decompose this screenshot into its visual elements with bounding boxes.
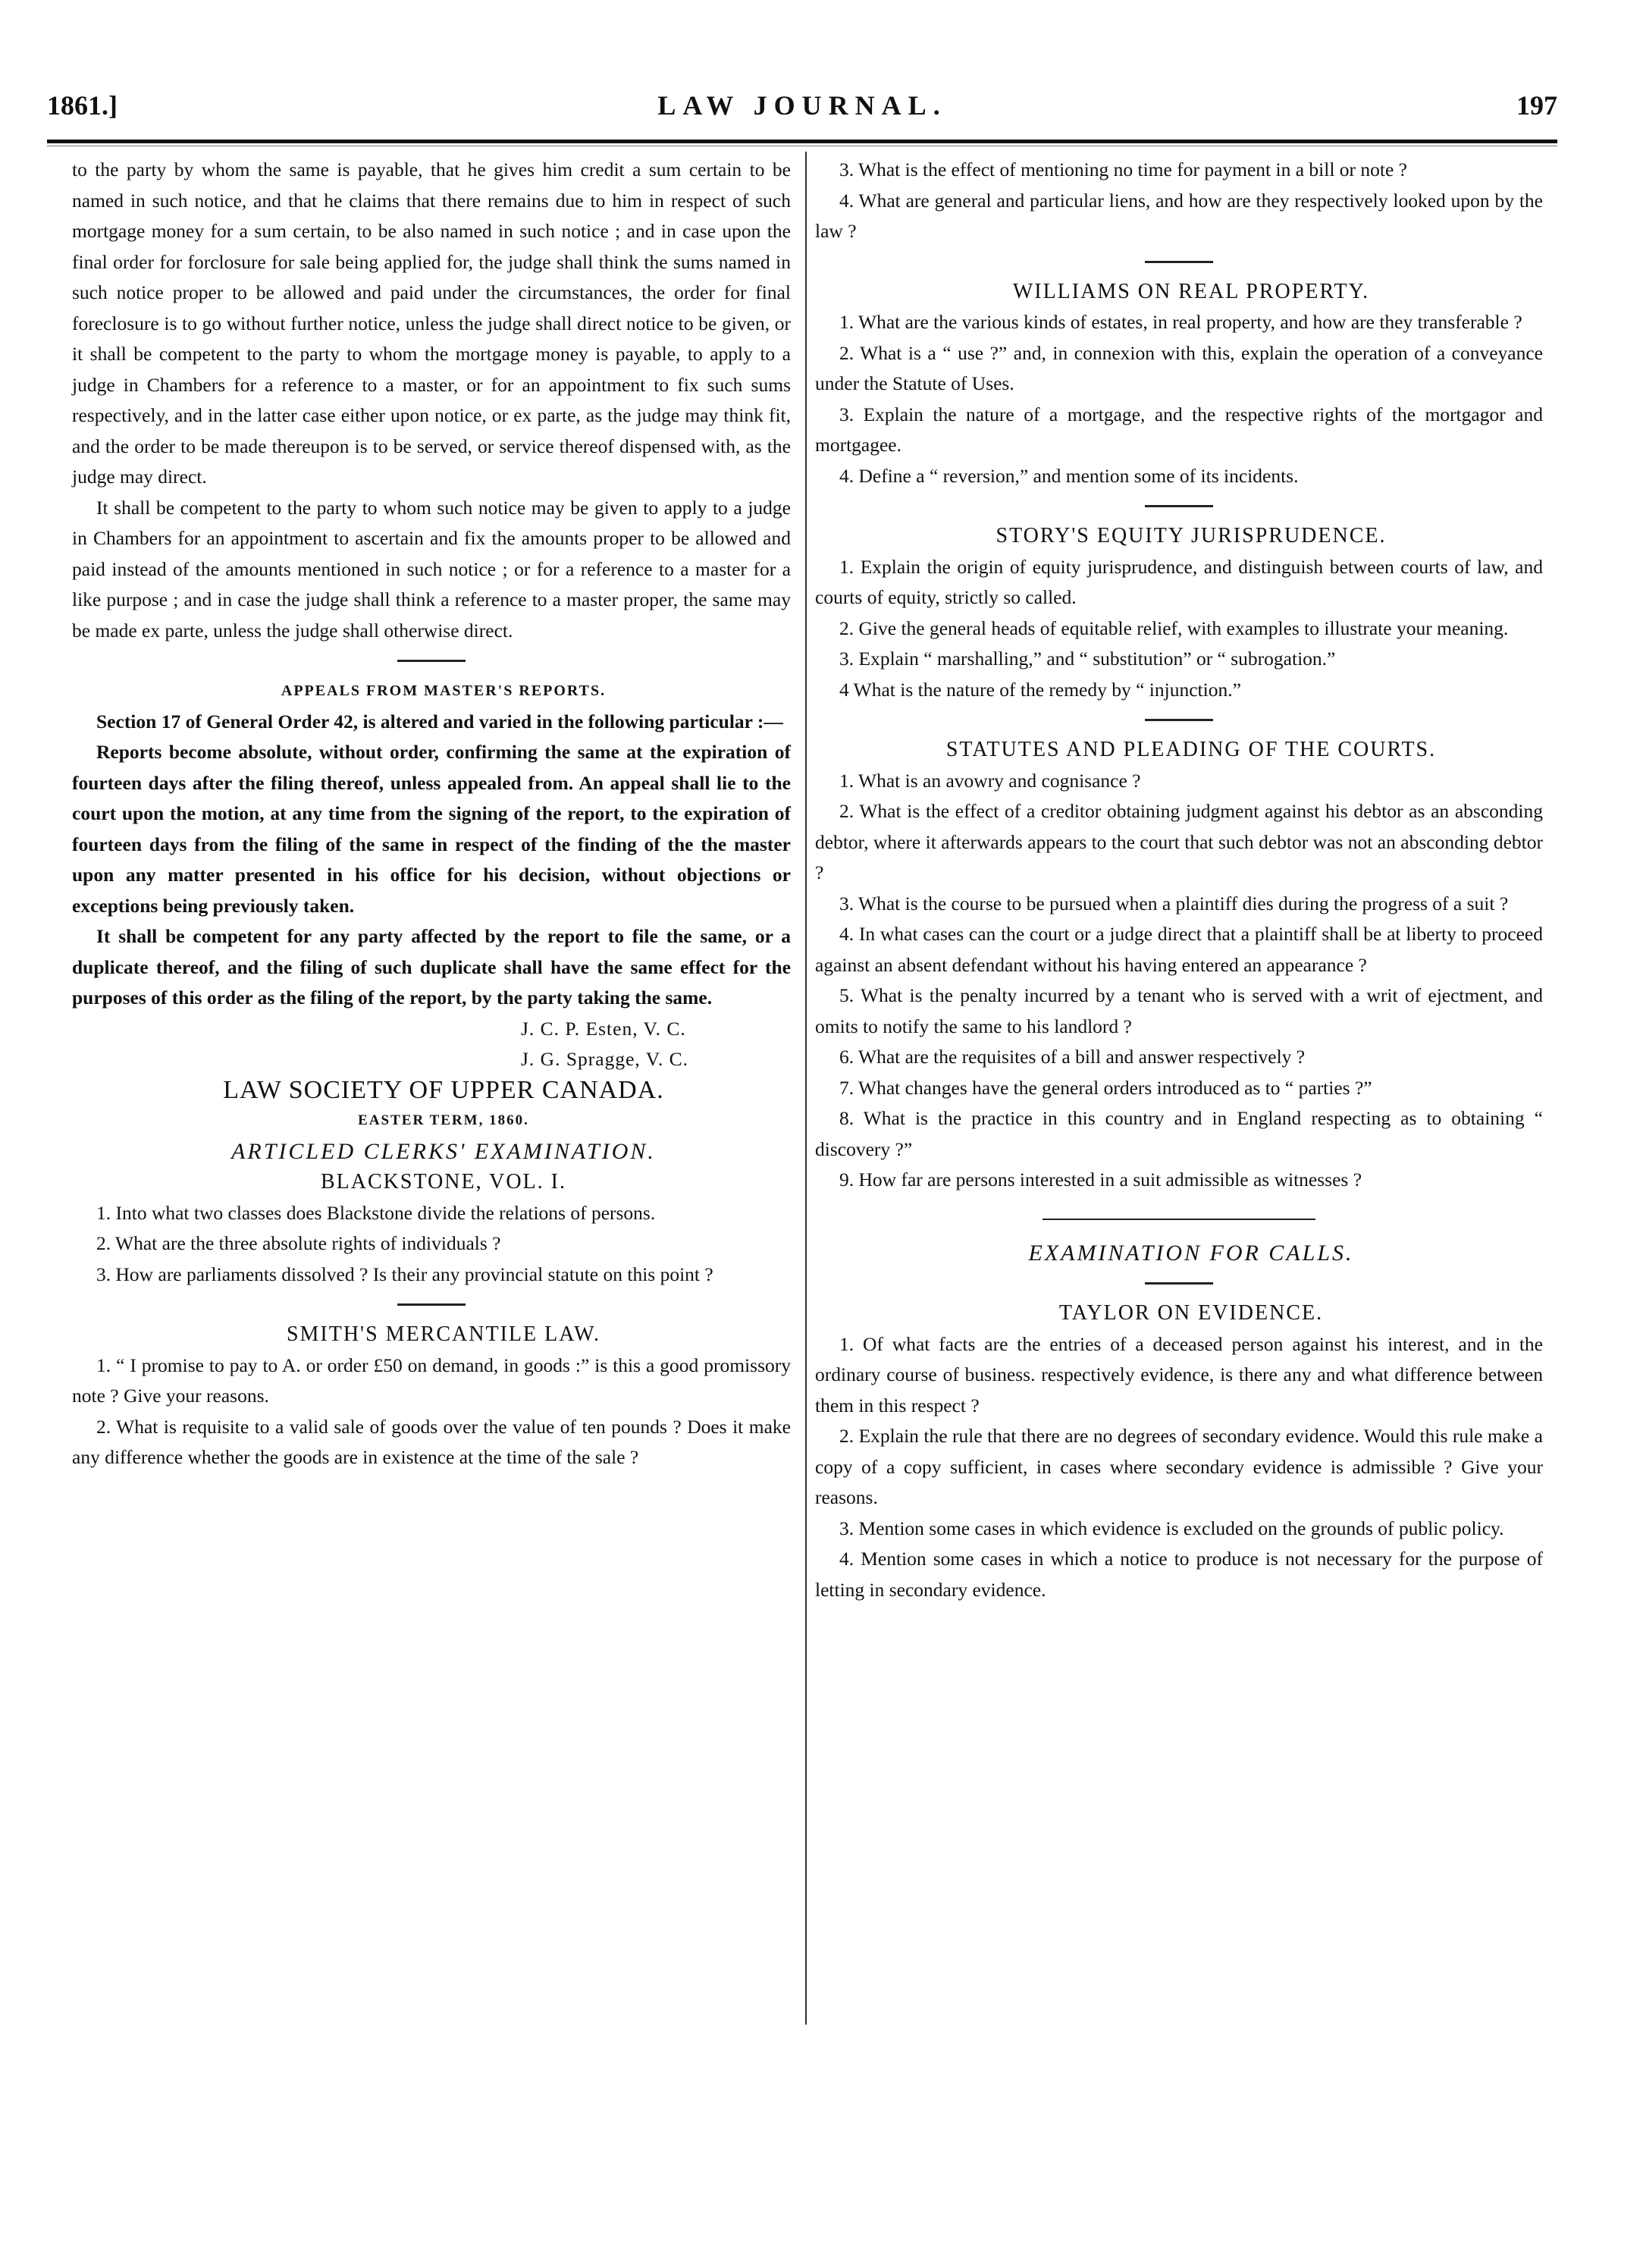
header-title: LAW JOURNAL. xyxy=(657,90,947,121)
paragraph: to the party by whom the same is payable, that he gives him credit a sum certain to be named in such notice, and that he claims that there remains due to him in respect of such mortgage money for a sum certain, to be also named in such notice ; and in case upon the final order for forclosure for sale being applied for, the judge shall think the sums named in such notice proper to be allowed and paid under the circumstances, the order for final foreclosure is to go without further notice, unless the judge shall direct notice to be given, or it shall be competent to the party to whom the mortgage money is payable, to apply to a judge in Chambers for a reference to a master, or for an appointment to fix such sums respectively, and in the latter case either upon notice, or ex parte, as the judge may think fit, and the order to be made thereupon is to be served, or service thereof dispensed with, as the judge may direct. xyxy=(72,158,791,488)
question: 4. Mention some cases in which a notice to produce is not necessary for the purpose of letting in secondary evidence. xyxy=(815,1548,1543,1601)
question: 4. Define a “ reversion,” and mention some of its incidents. xyxy=(839,464,1299,487)
question: 3. Explain the nature of a mortgage, and the respective rights of the mortgagor and mortgagee. xyxy=(815,403,1543,456)
section-heading: SMITH'S MERCANTILE LAW. xyxy=(286,1322,601,1346)
section-rule xyxy=(1145,261,1213,263)
question: 4. In what cases can the court or a judge direct that a plaintiff shall be at liberty to proceed against an absent defendant without his having entered an appearance ? xyxy=(815,923,1543,976)
section-heading: APPEALS FROM MASTER'S REPORTS. xyxy=(281,682,607,699)
question: 5. What is the penalty incurred by a tenant who is served with a writ of ejectment, and omits to notify the same to his landlord ? xyxy=(815,984,1543,1037)
question: 8. What is the practice in this country and in England respecting as to obtaining “ discovery ?” xyxy=(815,1107,1543,1160)
signature: J. C. P. Esten, V. C. xyxy=(521,1017,686,1040)
paragraph: Section 17 of General Order 42, is altered and varied in the following particular :— xyxy=(96,710,783,732)
question: 3. What is the course to be pursued when a plaintiff dies during the progress of a suit ? xyxy=(839,892,1509,914)
question: 1. “ I promise to pay to A. or order £50 on demand, in goods :” is this a good promissory note ? Give your reasons. xyxy=(72,1354,791,1407)
society-heading: LAW SOCIETY OF UPPER CANADA. xyxy=(223,1075,664,1104)
question: 1. Explain the origin of equity jurisprudence, and distinguish between courts of law, and courts of equity, strictly so called. xyxy=(815,555,1543,608)
question: 3. Mention some cases in which evidence is excluded on the grounds of public policy. xyxy=(839,1517,1504,1539)
question: 7. What changes have the general orders introduced as to “ parties ?” xyxy=(839,1076,1372,1099)
question: 1. What is an avowry and cognisance ? xyxy=(839,769,1141,792)
section-heading: TAYLOR ON EVIDENCE. xyxy=(1058,1301,1324,1325)
page-number: 197 xyxy=(1516,90,1557,121)
column-divider xyxy=(805,152,807,2025)
section-rule xyxy=(397,660,466,662)
question: 2. What is requisite to a valid sale of goods over the value of ten pounds ? Does it make any difference whether the goods are in existence at the time of the sale ? xyxy=(72,1415,791,1468)
exam-heading: EXAMINATION FOR CALLS. xyxy=(1028,1240,1354,1266)
question: 9. How far are persons interested in a suit admissible as witnesses ? xyxy=(839,1169,1362,1190)
paragraph: It shall be competent for any party affected by the report to file the same, or a duplicate thereof, and the filing of such duplicate shall have the same effect for the purposes of this order as the filing of the report, by the party taking the same. xyxy=(72,925,791,1009)
section-rule xyxy=(1145,1282,1213,1285)
section-heading: BLACKSTONE, VOL. I. xyxy=(321,1170,566,1194)
question: 3. How are parliaments dissolved ? Is their any provincial statute on this point ? xyxy=(96,1263,713,1285)
question: 2. Explain the rule that there are no degrees of secondary evidence. Would this rule make a copy of a copy sufficient, in cases where secondary evidence is admissible ? Give your reasons. xyxy=(815,1425,1543,1508)
question: 2. What is the effect of a creditor obtaining judgment against his debtor as an absconding debtor, where it afterwards appears to the court that such debtor was not an absconding debtor ? xyxy=(815,800,1543,883)
question: 3. What is the effect of mentioning no time for payment in a bill or note ? xyxy=(839,158,1407,180)
paragraph: It shall be competent to the party to whom such notice may be given to apply to a judge in Chambers for an appointment to ascertain and fix the amounts proper to be allowed and paid instead of the amounts mentioned in such notice ; or for a reference to a master for a like purpose ; and in case the judge shall think a reference to a master proper, the same may be made ex parte, unless the judge shall otherwise direct. xyxy=(72,496,791,642)
question: 2. Give the general heads of equitable relief, with examples to illustrate your meaning. xyxy=(839,616,1509,639)
question: 3. Explain “ marshalling,” and “ substitution” or “ subrogation.” xyxy=(839,648,1336,670)
right-column xyxy=(815,155,1543,1605)
section-heading: STORY'S EQUITY JURISPRUDENCE. xyxy=(996,524,1387,547)
section-heading: STATUTES AND PLEADING OF THE COURTS. xyxy=(945,738,1437,761)
running-head xyxy=(47,89,1557,135)
exam-heading: ARTICLED CLERKS' EXAMINATION. xyxy=(231,1138,656,1164)
question: 6. What are the requisites of a bill and answer respectively ? xyxy=(839,1046,1306,1068)
question: 2. What is a “ use ?” and, in connexion with this, explain the operation of a conveyance under the Statute of Uses. xyxy=(815,341,1543,394)
section-rule xyxy=(1145,719,1213,721)
question: 4 What is the nature of the remedy by “ injunction.” xyxy=(839,678,1241,701)
paragraph: Reports become absolute, without order, confirming the same at the expiration of fourteen days after the filing thereof, unless appealed from. An appeal shall lie to the court upon the motion, at any time from the signing of the report, to the expiration of fourteen days from the filing of the same in respect of the finding of the the master upon any matter presented in his office for his decision, without objections or exceptions being previously taken. xyxy=(72,741,791,917)
term-heading: EASTER TERM, 1860. xyxy=(358,1112,529,1128)
question: 4. What are general and particular liens, and how are they respectively looked upon by the law ? xyxy=(815,189,1543,242)
section-heading: WILLIAMS ON REAL PROPERTY. xyxy=(1012,279,1370,303)
question: 1. What are the various kinds of estates, in real property, and how are they transferable ? xyxy=(839,311,1522,333)
header-rule xyxy=(47,140,1557,143)
header-year: 1861.] xyxy=(47,90,118,121)
question: 2. What are the three absolute rights of individuals ? xyxy=(96,1232,501,1254)
question: 1. Of what facts are the entries of a deceased person against his interest, and in the ordinary course of business. respectively evidence, is there any and what difference between them in this respect ? xyxy=(815,1332,1543,1416)
left-column xyxy=(72,155,791,1473)
question: 1. Into what two classes does Blackstone divide the relations of persons. xyxy=(96,1201,656,1224)
section-rule xyxy=(1043,1219,1315,1220)
section-rule xyxy=(1145,505,1213,507)
signature: J. G. Spragge, V. C. xyxy=(521,1048,688,1070)
section-rule xyxy=(397,1303,466,1306)
